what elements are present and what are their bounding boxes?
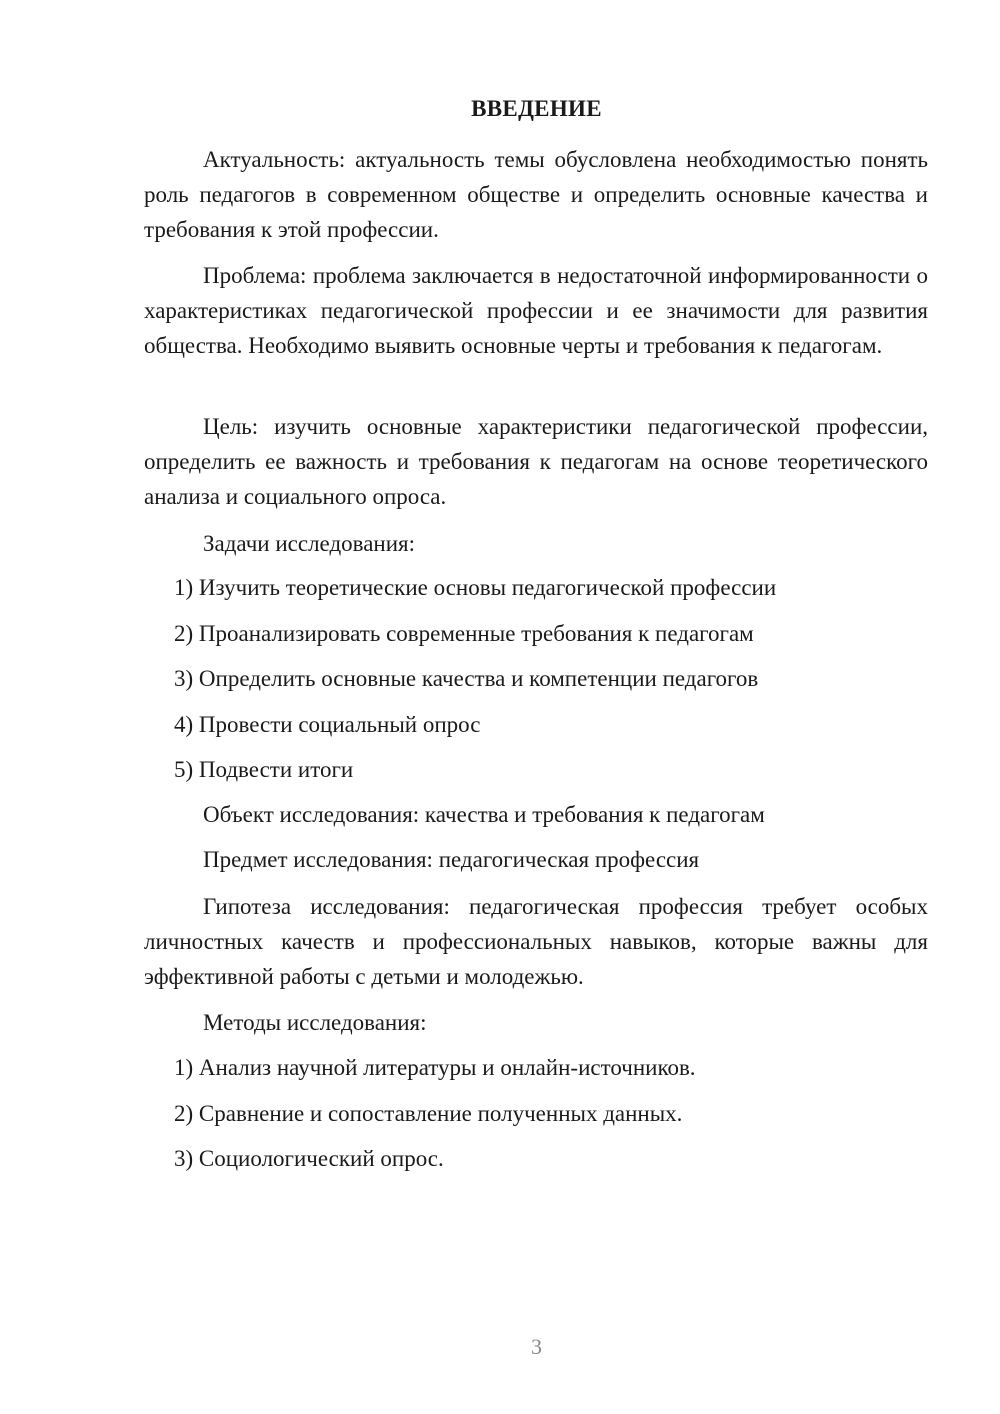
methods-heading: Методы исследования: <box>203 1010 427 1035</box>
goal-paragraph-block <box>144 409 928 514</box>
relevance-paragraph-block <box>144 142 928 247</box>
list-item: 1) Изучить теоретические основы педагогической профессии <box>174 575 777 600</box>
list-item: 2) Сравнение и сопоставление полученных данных. <box>174 1101 683 1126</box>
methods-list-item-1 <box>144 1050 928 1085</box>
problem-paragraph-block <box>144 258 928 363</box>
list-item: 3) Определить основные качества и компетенции педагогов <box>174 666 759 691</box>
subject-block <box>144 842 928 877</box>
list-item: 3) Социологический опрос. <box>174 1146 444 1171</box>
research-subject: Предмет исследования: педагогическая профессия <box>203 847 700 872</box>
list-item: 4) Провести социальный опрос <box>174 712 481 737</box>
hypothesis-paragraph-block <box>144 889 928 994</box>
list-item: 5) Подвести итоги <box>174 757 354 782</box>
relevance-paragraph: Актуальность: актуальность темы обусловлена необходимостью понять роль педагогов в современном обществе и определить основные качества и требования к этой профессии. <box>144 147 928 242</box>
object-block <box>144 797 928 832</box>
list-item: 2) Проанализировать современные требования к педагогам <box>174 621 754 646</box>
methods-list-item-3 <box>144 1141 928 1176</box>
tasks-list-item-5 <box>144 752 928 787</box>
tasks-heading: Задачи исследования: <box>203 531 416 556</box>
goal-paragraph: Цель: изучить основные характеристики педагогической профессии, определить ее важность и требования к педагогам на основе теоретического анализа и социального опроса. <box>144 414 928 509</box>
methods-list-item-2 <box>144 1096 928 1131</box>
page-number: 3 <box>531 1334 542 1359</box>
tasks-list-item-3 <box>144 661 928 696</box>
research-object: Объект исследования: качества и требования к педагогам <box>203 802 765 827</box>
tasks-list-item-4 <box>144 707 928 742</box>
list-item: 1) Анализ научной литературы и онлайн-источников. <box>174 1055 696 1080</box>
page-title: ВВЕДЕНИЕ <box>471 96 602 121</box>
methods-heading-block <box>144 1005 928 1040</box>
problem-paragraph: Проблема: проблема заключается в недостаточной информированности о характеристиках педагогической профессии и ее значимости для развития общества. Необходимо выявить основные черты и требования к педагогам. <box>144 263 928 358</box>
tasks-list-item-1 <box>144 570 928 605</box>
tasks-list-item-2 <box>144 616 928 651</box>
hypothesis-paragraph: Гипотеза исследования: педагогическая профессия требует особых личностных качеств и профессиональных навыков, которые важны для эффективной работы с детьми и молодежью. <box>144 894 928 989</box>
tasks-heading-block <box>144 526 928 561</box>
